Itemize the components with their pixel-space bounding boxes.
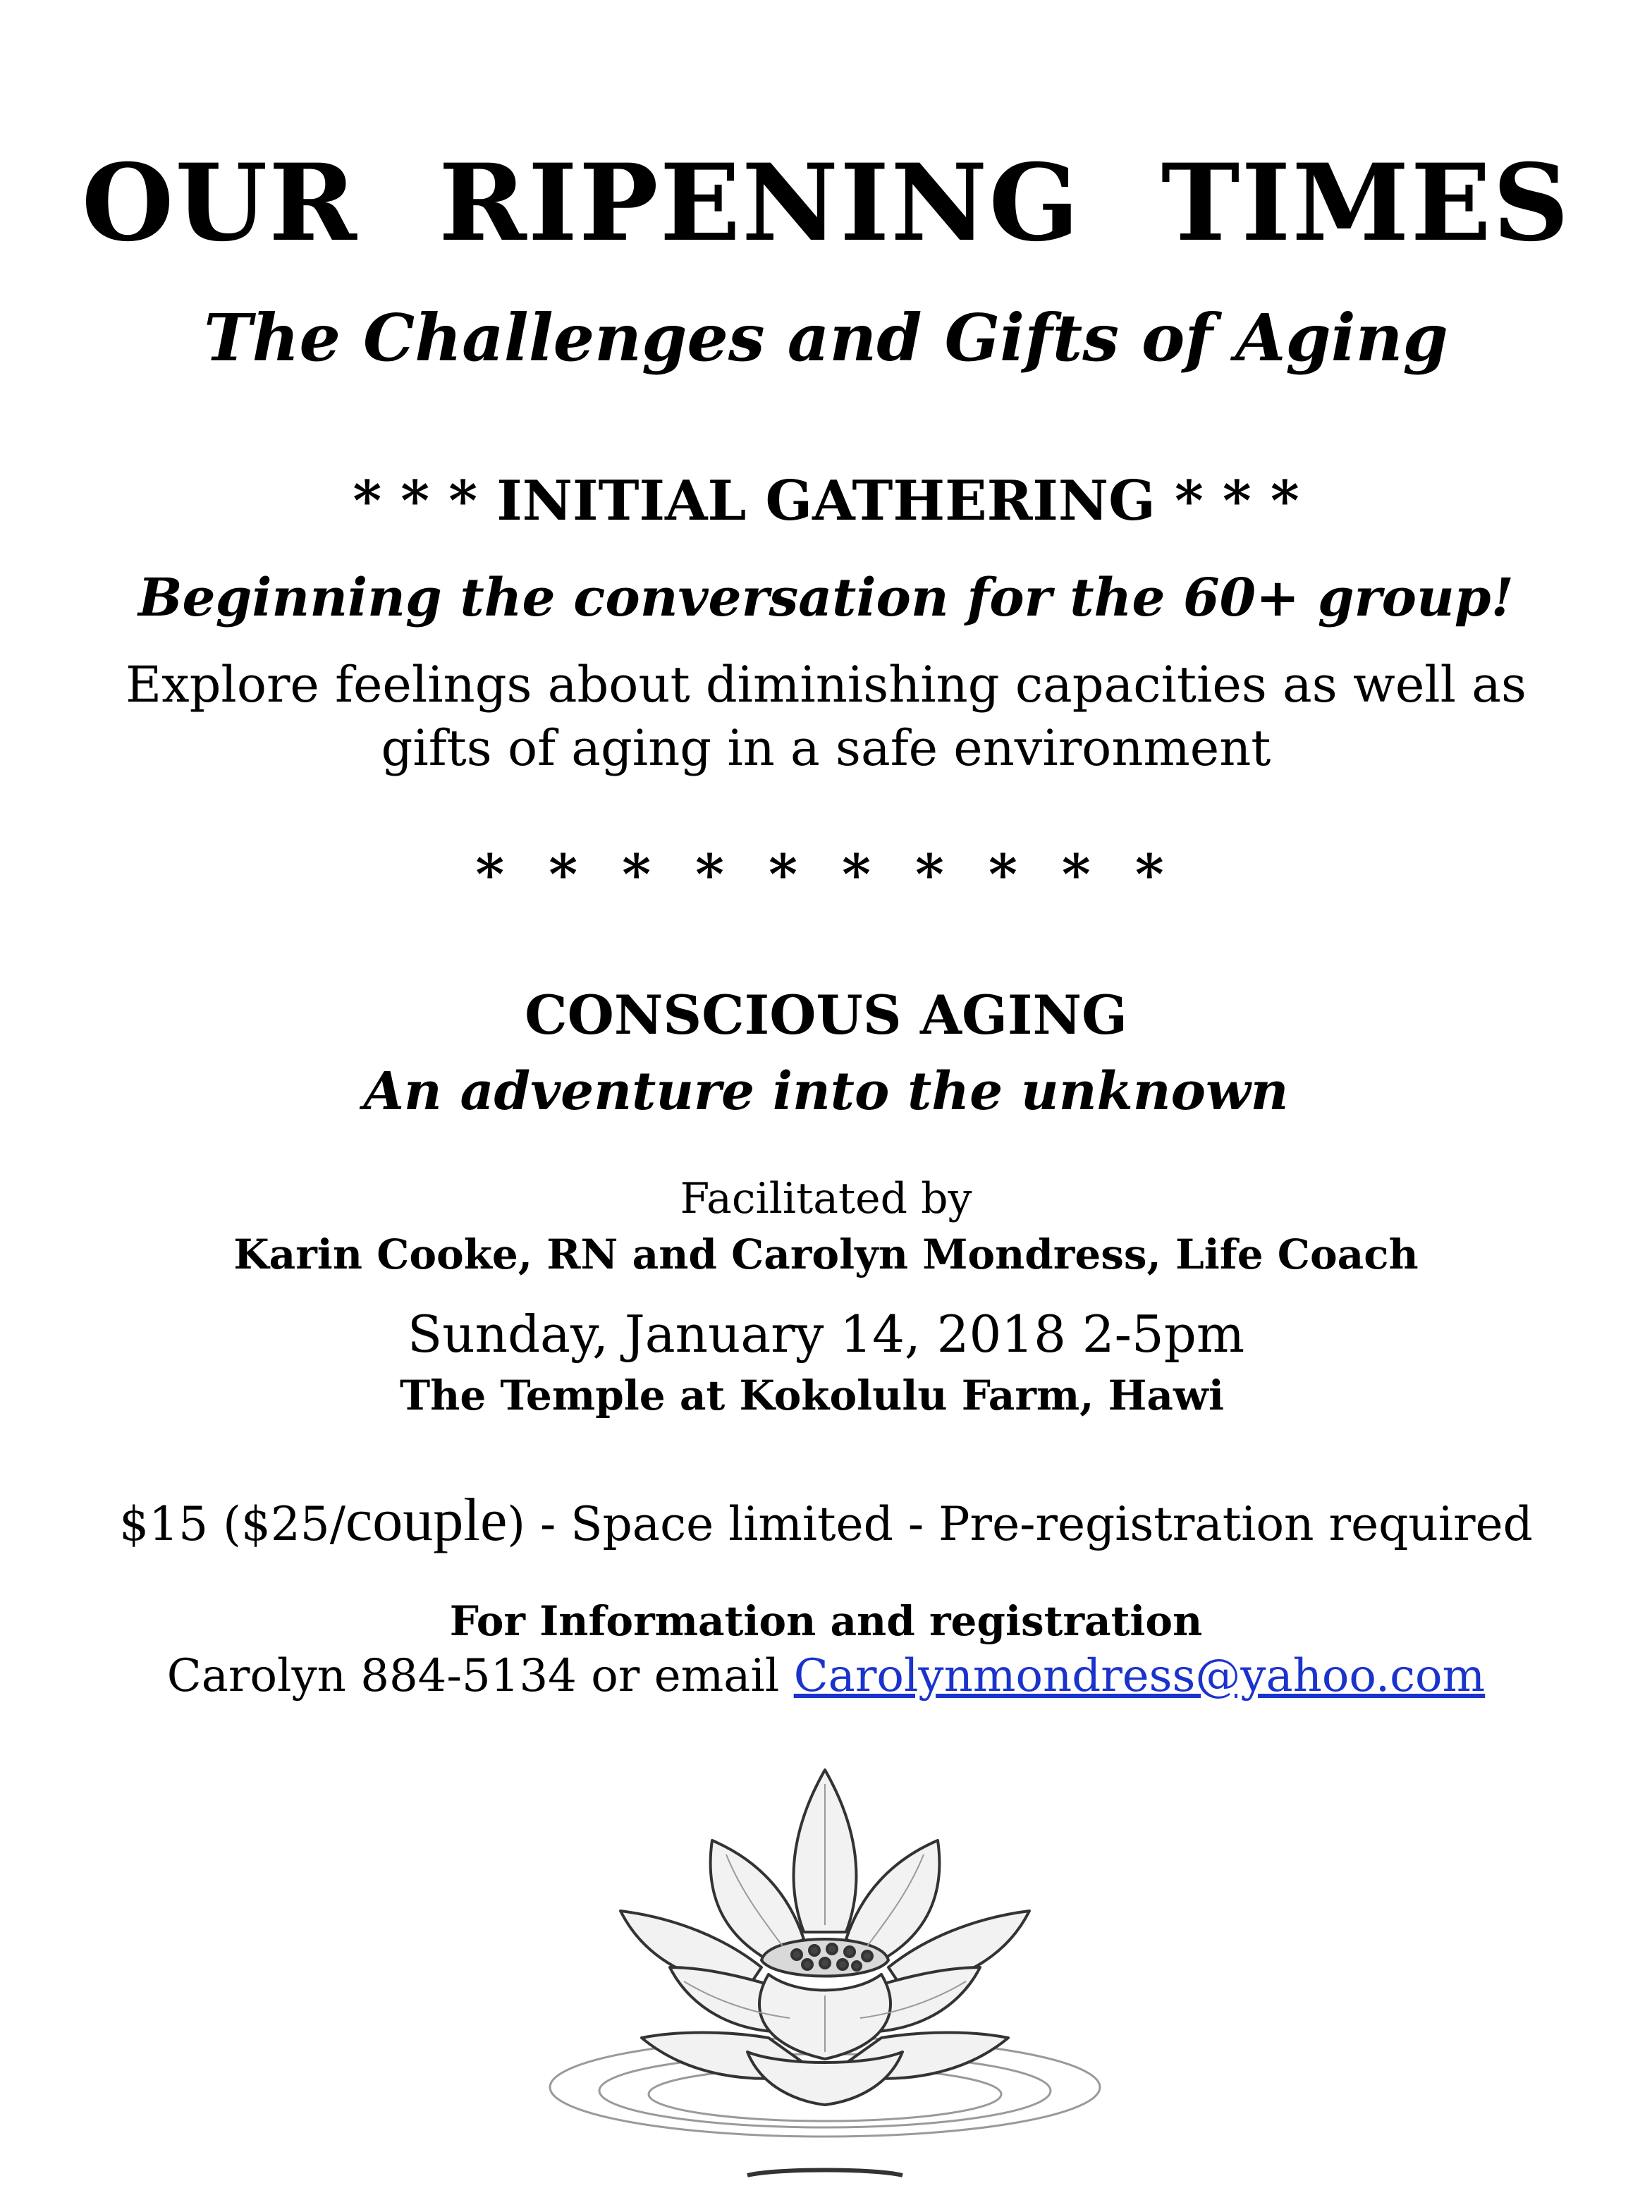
event-location-text: The Temple at Kokolulu Farm, Hawi: [400, 1371, 1224, 1419]
star-divider: * * * * * * * * * *: [475, 843, 1177, 907]
price-suffix: ) - Space limited - Pre-registration required: [507, 1497, 1533, 1551]
price-couple: couple: [345, 1486, 508, 1553]
event-location: [0, 1371, 1652, 1419]
initial-gathering-heading: * * * INITIAL GATHERING * * *: [353, 469, 1299, 533]
price-info: [0, 1484, 1652, 1555]
lotus-flower-icon: [536, 1756, 1114, 2186]
description-line-1: Explore feelings about diminishing capacities as well as: [126, 656, 1526, 714]
facilitated-label: Facilitated by: [680, 1174, 972, 1223]
description-line-2: gifts of aging in a safe environment: [381, 719, 1271, 777]
flyer-subtitle: The Challenges and Gifts of Aging: [204, 300, 1448, 376]
flyer-title: OUR RIPENING TIMES: [81, 141, 1571, 265]
email-link[interactable]: Carolynmondress@yahoo.com: [793, 1650, 1486, 1702]
program-title: CONSCIOUS AGING: [525, 984, 1127, 1046]
event-date-time: Sunday, January 14, 2018 2-5pm: [407, 1304, 1245, 1364]
contact-text: Carolyn 884-5134 or email: [166, 1650, 794, 1702]
tagline: Beginning the conversation for the 60+ group!: [137, 568, 1515, 628]
price-prefix: $15 ($25/: [119, 1497, 346, 1551]
info-heading: For Information and registration: [449, 1597, 1203, 1645]
facilitators: Karin Cooke, RN and Carolyn Mondress, Life Coach: [233, 1230, 1419, 1278]
program-subtitle: An adventure into the unknown: [363, 1061, 1289, 1122]
contact-line: [0, 1650, 1652, 1702]
